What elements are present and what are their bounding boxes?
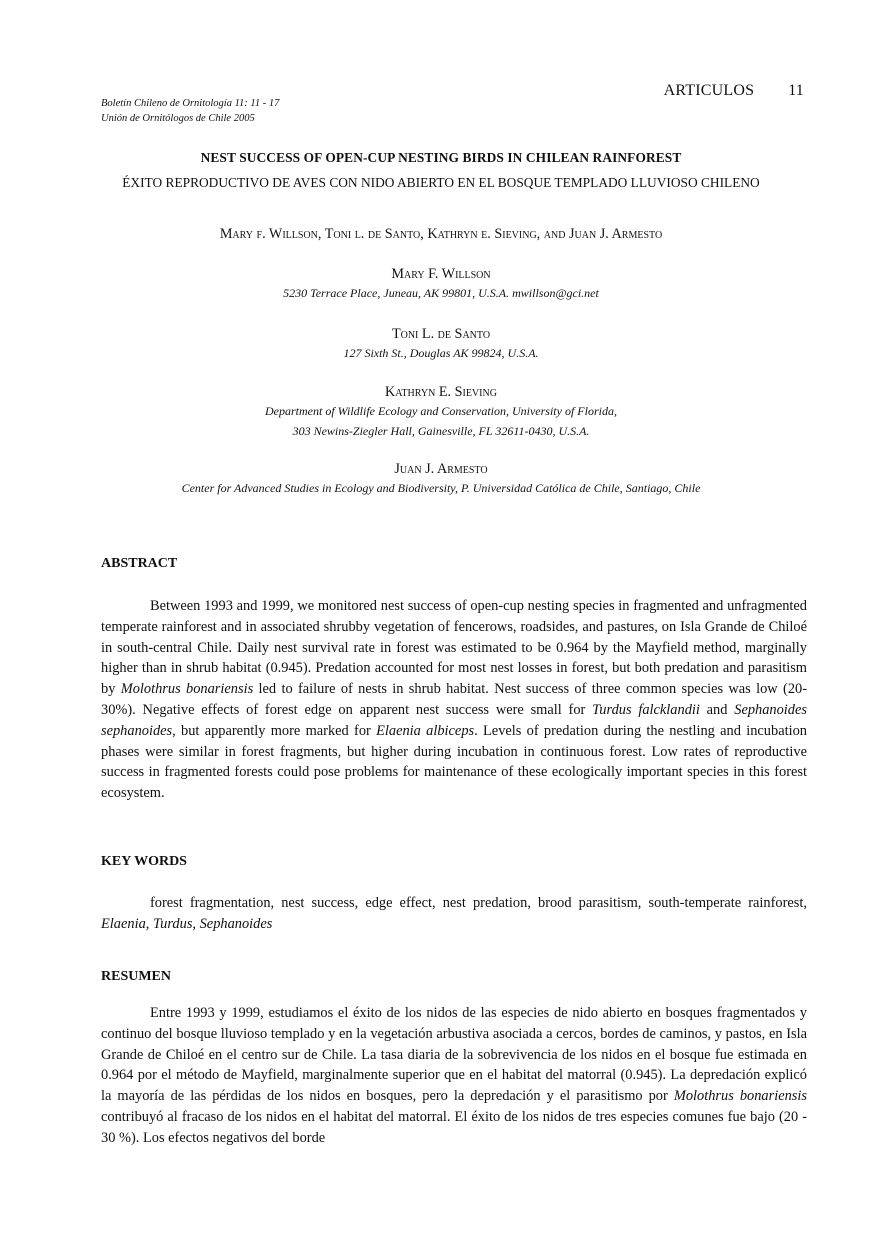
running-header: [664, 82, 804, 100]
section-label: ARTICULOS: [663, 82, 755, 99]
affiliation-address: 5230 Terrace Place, Juneau, AK 99801, U.S.A. mwillson@gci.net: [283, 286, 599, 300]
author-list: Mary f. Willson, Toni l. de Santo, Kathryn e. Sieving, and Juan J. Armesto: [219, 226, 663, 242]
affiliation-name: Toni L. de Santo: [391, 326, 491, 342]
journal-line-1: Boletín Chileno de Ornitología 11: 11 - 17: [101, 98, 280, 109]
abstract-body: [101, 596, 807, 804]
abstract-text: , but apparently more marked for: [172, 722, 377, 739]
affiliation-address: Center for Advanced Studies in Ecology and Biodiversity, P. Universidad Católica de Chile, Santiago, Chile: [181, 481, 701, 495]
keywords-heading: KEY WORDS: [101, 854, 187, 869]
paper-subtitle: ÉXITO REPRODUCTIVO DE AVES CON NIDO ABIERTO EN EL BOSQUE TEMPLADO LLUVIOSO CHILENO: [122, 175, 760, 190]
abstract-heading: ABSTRACT: [101, 556, 178, 571]
resumen-text: Entre 1993 y 1999, estudiamos el éxito de los nidos de las especies de nido abierto en bosques fragmentados y continuo del bosque lluvioso templado y en la vegetación arbustiva asociada a cercos, bordes de caminos, y pastos, en Isla Grande de Chiloé en el centro sur de Chile. La tasa diaria de la sobrevivencia de los nidos en el bosque fue estimada en 0.964 por el método de Mayfield, marginalmente superior que en el habitat del matorral (0.945). La depredación explicó la mayoría de las pérdidas de los nidos en bosques, pero la depredación y el parasitismo por: [101, 1005, 807, 1105]
affiliation-block: [0, 266, 882, 303]
affiliation-name: Mary F. Willson: [391, 266, 491, 282]
affiliation-name: Kathryn E. Sieving: [385, 384, 497, 400]
affiliation-block: [0, 384, 882, 441]
affiliation-address: 303 Newins-Ziegler Hall, Gainesville, FL 32611-0430, U.S.A.: [292, 424, 590, 438]
affiliation-address: 127 Sixth St., Douglas AK 99824, U.S.A.: [343, 346, 539, 360]
keywords-text: forest fragmentation, nest success, edge effect, nest predation, brood parasitism, south-temperate rainforest,: [150, 895, 807, 911]
affiliation-block: [0, 461, 882, 498]
genus-names: Elaenia, Turdus, Sephanoides: [101, 915, 273, 932]
abstract-text: . Levels of predation during the nestling and incubation phases were similar in forest fragments, but higher during incubation in continuous forest. Low rates of reproductive success in fragmented forests could pose problems for maintenance of these ecologically important species in this forest ecosystem.: [101, 722, 807, 802]
affiliation-name: Juan J. Armesto: [394, 461, 488, 477]
species-name: Elaenia albiceps: [376, 722, 475, 739]
keywords-body: [101, 893, 807, 935]
resumen-body: [101, 1003, 807, 1149]
species-name: Molothrus bonariensis: [673, 1088, 807, 1105]
abstract-text: Between 1993 and 1999, we monitored nest success of open-cup nesting species in fragmented and unfragmented temperate rainforest and in associated shrubby vegetation of fencerows, roadsides, and pastures, on Isla Grande de Chiloé in south-central Chile. Daily nest survival rate in forest was estimated to be 0.964 by the Mayfield method, marginally higher than in shrub habitat (0.945). Predation accounted for most nest losses in forest, but both predation and parasitism by: [101, 598, 807, 698]
abstract-text: and: [699, 701, 735, 718]
affiliation-block: [0, 326, 882, 363]
species-name: Molothrus bonariensis: [120, 681, 254, 698]
resumen-heading: RESUMEN: [101, 969, 172, 984]
species-name: Turdus falcklandii: [592, 701, 700, 718]
journal-line-2: Unión de Ornitólogos de Chile 2005: [101, 113, 255, 124]
journal-citation: [101, 96, 279, 126]
species-name: Sephanoides sephanoides: [101, 701, 807, 739]
page-number: 11: [788, 82, 804, 99]
resumen-text: contribuyó al fracaso de los nidos en el habitat del matorral. El éxito de los nidos de tres especies comunes fue bajo (20 - 30 %). Los efectos negativos del borde: [101, 1108, 807, 1146]
abstract-text: led to failure of nests in shrub habitat. Nest success of three common species was low (20-30%). Negative effects of forest edge on apparent nest success were small for: [101, 681, 807, 718]
paper-title: NEST SUCCESS OF OPEN-CUP NESTING BIRDS IN CHILEAN RAINFOREST: [200, 150, 682, 165]
affiliation-address: Department of Wildlife Ecology and Conservation, University of Florida,: [265, 404, 617, 418]
